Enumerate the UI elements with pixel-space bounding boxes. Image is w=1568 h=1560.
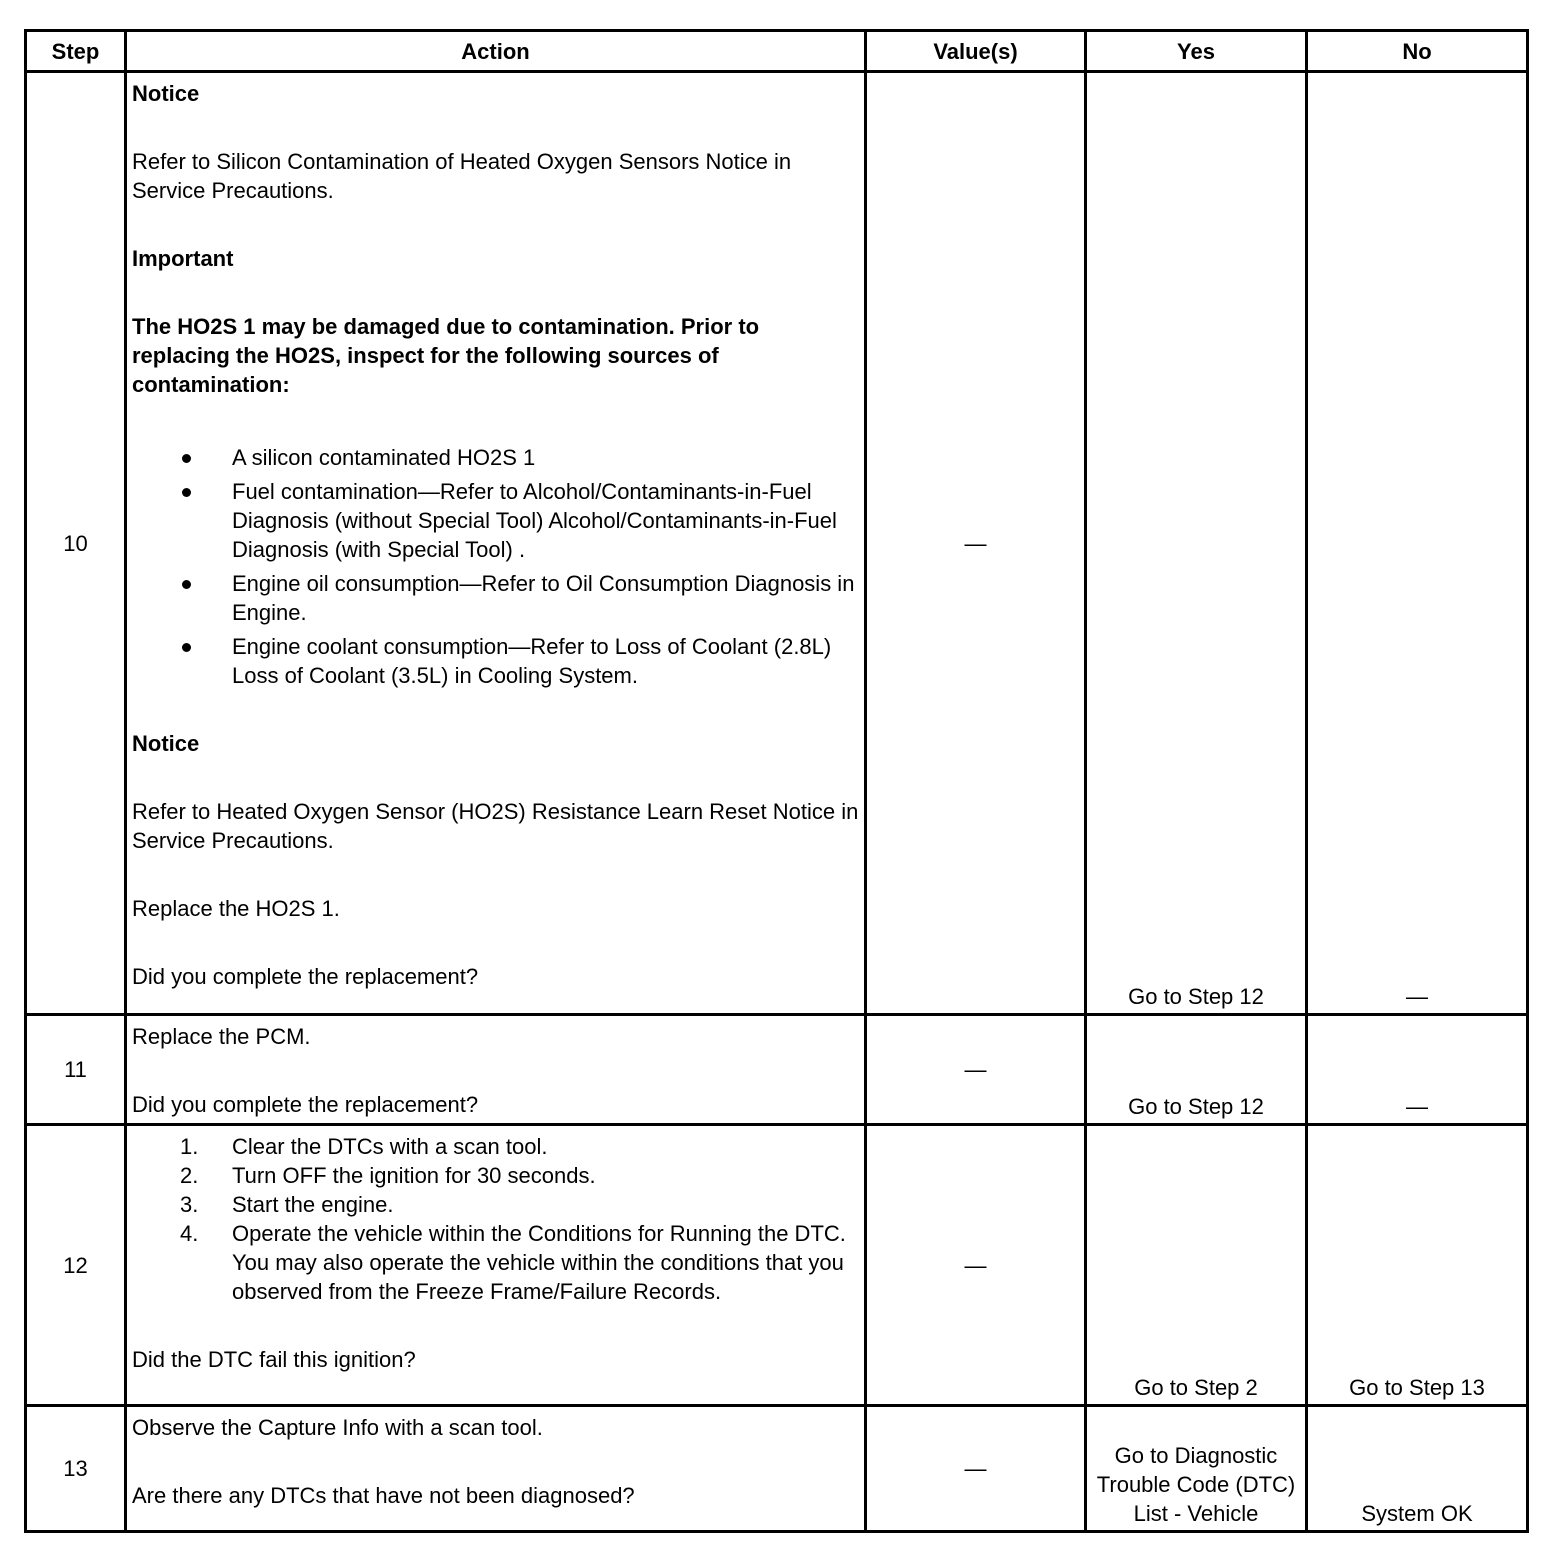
no-cell: —: [1307, 72, 1528, 1015]
step-number: 10: [26, 72, 126, 1015]
list-item: Fuel contamination—Refer to Alcohol/Contaminants-in-Fuel Diagnosis (without Special Tool) Alcohol/Contaminants-in-Fuel Diagnosis (with Special Tool) .: [132, 477, 860, 564]
yes-cell: Go to Step 2: [1086, 1125, 1307, 1406]
list-item: A silicon contaminated HO2S 1: [132, 443, 860, 472]
table-row: [26, 1406, 1528, 1532]
no-cell: System OK: [1307, 1406, 1528, 1532]
question-text: Did the DTC fail this ignition?: [132, 1347, 416, 1372]
value-cell: —: [866, 1015, 1086, 1125]
list-item: Engine coolant consumption—Refer to Loss of Coolant (2.8L) Loss of Coolant (3.5L) in Cooling System.: [132, 632, 860, 690]
list-item: 4. Operate the vehicle within the Conditions for Running the DTC. You may also operate the vehicle within the conditions that you observed from the Freeze Frame/Failure Records.: [180, 1221, 846, 1304]
no-cell: Go to Step 13: [1307, 1125, 1528, 1406]
important-text: The HO2S 1 may be damaged due to contamination. Prior to replacing the HO2S, inspect for the following sources of contamination:: [132, 314, 760, 397]
notice-text: Refer to Heated Oxygen Sensor (HO2S) Resistance Learn Reset Notice in Service Precautions.: [132, 799, 859, 853]
question-text: Did you complete the replacement?: [132, 1092, 479, 1117]
step-number: 12: [26, 1125, 126, 1406]
bullet-icon: [182, 454, 191, 463]
important-title: Important: [132, 246, 234, 271]
notice-title: Notice: [132, 731, 200, 756]
header-values: Value(s): [866, 31, 1086, 72]
header-yes: Yes: [1086, 31, 1307, 72]
header-no: No: [1307, 31, 1528, 72]
table-row: [26, 1015, 1528, 1125]
notice-title: Notice: [132, 81, 200, 106]
list-item: 2. Turn OFF the ignition for 30 seconds.: [180, 1163, 596, 1188]
notice-text: Refer to Silicon Contamination of Heated Oxygen Sensors Notice in Service Precautions.: [132, 149, 792, 203]
bullet-icon: [182, 580, 191, 589]
action-cell: [126, 1125, 866, 1406]
value-cell: —: [866, 1406, 1086, 1532]
value-cell: —: [866, 72, 1086, 1015]
instruction-text: Replace the HO2S 1.: [132, 896, 340, 921]
step-number: 13: [26, 1406, 126, 1532]
step-number: 11: [26, 1015, 126, 1125]
procedure-list: [132, 1132, 860, 1306]
list-item: 3. Start the engine.: [180, 1192, 394, 1217]
action-cell: [126, 72, 866, 1015]
value-cell: —: [866, 1125, 1086, 1406]
bullet-icon: [182, 488, 191, 497]
question-text: Did you complete the replacement?: [132, 964, 479, 989]
no-cell: —: [1307, 1015, 1528, 1125]
bullet-icon: [182, 643, 191, 652]
action-cell: [126, 1015, 866, 1125]
contamination-list: [132, 443, 860, 690]
list-item: Engine oil consumption—Refer to Oil Consumption Diagnosis in Engine.: [132, 569, 860, 627]
question-text: Are there any DTCs that have not been diagnosed?: [132, 1483, 635, 1508]
table-row: [26, 1125, 1528, 1406]
header-step: Step: [26, 31, 126, 72]
header-action: Action: [126, 31, 866, 72]
yes-cell: Go to Step 12: [1086, 72, 1307, 1015]
diagnostic-table: [24, 29, 1529, 1533]
instruction-text: Replace the PCM.: [132, 1024, 311, 1049]
header-row: [26, 31, 1528, 72]
table-row: [26, 72, 1528, 1015]
action-cell: [126, 1406, 866, 1532]
yes-cell: Go to Step 12: [1086, 1015, 1307, 1125]
instruction-text: Observe the Capture Info with a scan tool.: [132, 1415, 543, 1440]
list-item: 1. Clear the DTCs with a scan tool.: [180, 1134, 548, 1159]
yes-cell: Go to Diagnostic Trouble Code (DTC) List - Vehicle: [1086, 1406, 1307, 1532]
